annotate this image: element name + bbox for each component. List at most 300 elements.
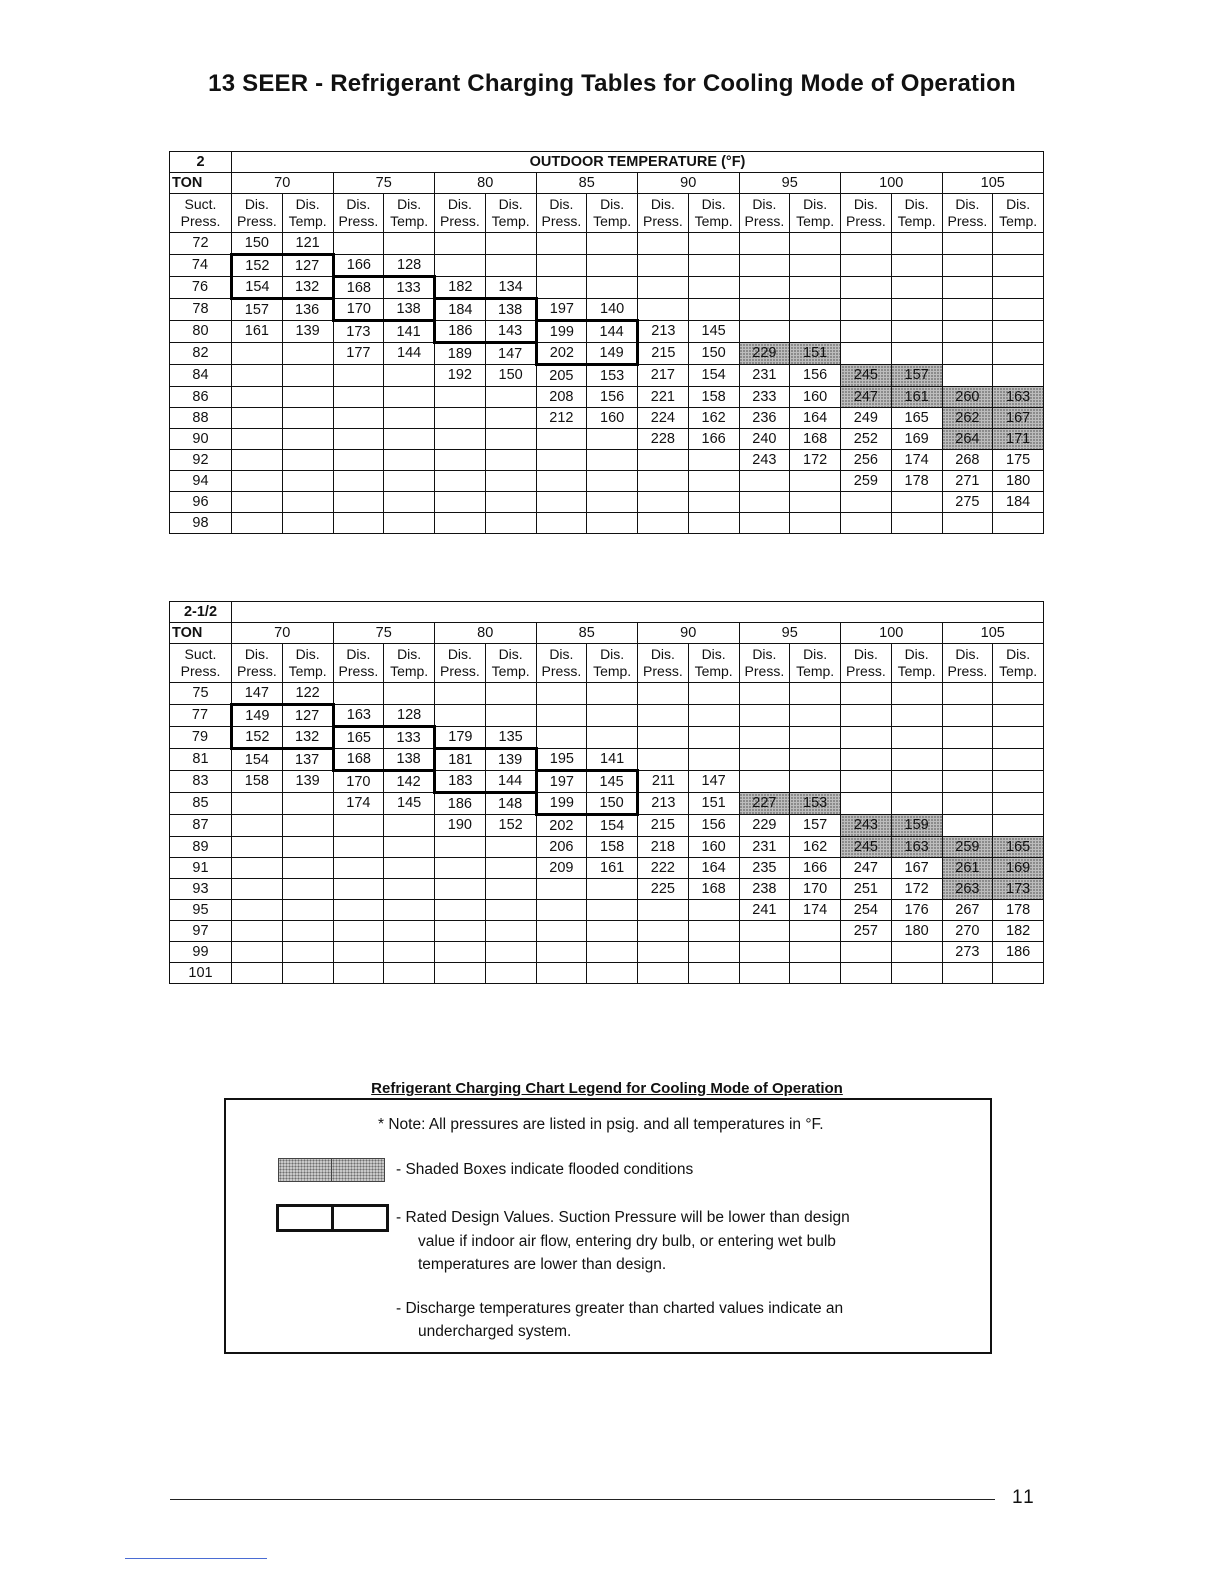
- discharge-pressure-cell: [739, 492, 790, 513]
- dis-label: Dis.: [397, 196, 422, 212]
- discharge-pressure-cell: [942, 705, 993, 727]
- temp-label: Temp.: [491, 663, 530, 679]
- discharge-pressure-cell: [435, 837, 486, 858]
- discharge-pressure-cell: 264: [942, 429, 993, 450]
- discharge-temp-cell: [688, 277, 739, 299]
- discharge-temp-cell: [485, 837, 536, 858]
- discharge-pressure-cell: [232, 837, 283, 858]
- discharge-pressure-cell: 228: [638, 429, 689, 450]
- discharge-temp-cell: 137: [282, 749, 333, 771]
- discharge-temp-header: [587, 194, 638, 233]
- discharge-temp-cell: [282, 429, 333, 450]
- discharge-temp-cell: 135: [485, 727, 536, 749]
- discharge-pressure-cell: [638, 963, 689, 984]
- dis-label: Dis.: [650, 646, 675, 662]
- discharge-temp-cell: 172: [891, 879, 942, 900]
- table-row: [170, 429, 1044, 450]
- discharge-pressure-cell: 209: [536, 858, 587, 879]
- suction-pressure-cell: 97: [170, 921, 232, 942]
- discharge-temp-cell: [790, 233, 841, 255]
- outdoor-temp-column-header: 105: [942, 623, 1044, 644]
- discharge-temp-cell: [688, 683, 739, 705]
- legend-discharge-line-1: - Discharge temperatures greater than charted values indicate an: [396, 1300, 844, 1317]
- discharge-pressure-cell: [942, 513, 993, 534]
- discharge-pressure-cell: 245: [841, 365, 892, 387]
- suction-pressure-cell: 80: [170, 321, 232, 343]
- discharge-pressure-cell: [841, 683, 892, 705]
- discharge-temp-cell: [587, 450, 638, 471]
- discharge-pressure-cell: [435, 233, 486, 255]
- discharge-temp-cell: 162: [790, 837, 841, 858]
- discharge-temp-cell: [282, 900, 333, 921]
- discharge-pressure-cell: [841, 727, 892, 749]
- discharge-pressure-cell: 195: [536, 749, 587, 771]
- table-row: [170, 255, 1044, 277]
- suction-pressure-cell: 78: [170, 299, 232, 321]
- discharge-pressure-cell: [841, 321, 892, 343]
- suction-pressure-cell: 101: [170, 963, 232, 984]
- dis-label: Dis.: [803, 646, 828, 662]
- discharge-temp-header: [891, 194, 942, 233]
- discharge-pressure-cell: [638, 900, 689, 921]
- discharge-temp-cell: [688, 963, 739, 984]
- ton-label: TON: [170, 173, 232, 194]
- discharge-pressure-cell: [232, 900, 283, 921]
- discharge-temp-cell: 167: [891, 858, 942, 879]
- discharge-pressure-cell: 157: [232, 299, 283, 321]
- discharge-pressure-cell: [638, 683, 689, 705]
- suction-pressure-header: [170, 644, 232, 683]
- discharge-temp-cell: 140: [587, 299, 638, 321]
- table-row: [170, 513, 1044, 534]
- dis-label: Dis.: [853, 196, 878, 212]
- discharge-temp-header: [790, 644, 841, 683]
- table-row: [170, 858, 1044, 879]
- discharge-temp-header: [485, 194, 536, 233]
- discharge-temp-cell: [282, 921, 333, 942]
- legend-shaded-text: - Shaded Boxes indicate flooded conditions: [396, 1161, 694, 1178]
- discharge-temp-cell: [485, 705, 536, 727]
- discharge-pressure-cell: 173: [333, 321, 384, 343]
- suction-pressure-cell: 93: [170, 879, 232, 900]
- discharge-temp-cell: 132: [282, 277, 333, 299]
- table-row: [170, 942, 1044, 963]
- discharge-temp-header: [384, 194, 435, 233]
- discharge-temp-cell: [688, 727, 739, 749]
- outdoor-temp-column-header: 80: [435, 623, 537, 644]
- discharge-pressure-cell: 211: [638, 771, 689, 793]
- discharge-temp-cell: [790, 963, 841, 984]
- legend-note: * Note: All pressures are listed in psig. and all temperatures in °F.: [378, 1116, 824, 1133]
- dis-label: Dis.: [955, 196, 980, 212]
- discharge-pressure-cell: [536, 683, 587, 705]
- press-label: Press.: [846, 663, 886, 679]
- suction-pressure-cell: 91: [170, 858, 232, 879]
- discharge-pressure-cell: [536, 429, 587, 450]
- discharge-pressure-cell: 174: [333, 793, 384, 815]
- discharge-pressure-cell: [536, 900, 587, 921]
- discharge-temp-cell: [790, 321, 841, 343]
- discharge-pressure-cell: 197: [536, 299, 587, 321]
- discharge-pressure-cell: [333, 837, 384, 858]
- discharge-pressure-cell: 247: [841, 858, 892, 879]
- press-label: Press.: [338, 663, 379, 679]
- discharge-pressure-cell: 245: [841, 837, 892, 858]
- discharge-temp-cell: [282, 879, 333, 900]
- table-row: [170, 771, 1044, 793]
- discharge-temp-cell: 128: [384, 255, 435, 277]
- discharge-temp-header: [282, 644, 333, 683]
- discharge-temp-cell: [790, 513, 841, 534]
- discharge-temp-cell: [688, 749, 739, 771]
- discharge-temp-cell: 172: [790, 450, 841, 471]
- outdoor-temp-column-header: 105: [942, 173, 1044, 194]
- discharge-temp-cell: 175: [993, 450, 1044, 471]
- discharge-pressure-cell: [638, 471, 689, 492]
- discharge-pressure-cell: 259: [942, 837, 993, 858]
- discharge-temp-cell: [485, 858, 536, 879]
- discharge-temp-cell: 150: [587, 793, 638, 815]
- press-label: Press.: [947, 213, 988, 229]
- discharge-pressure-cell: 275: [942, 492, 993, 513]
- table-row: [170, 705, 1044, 727]
- discharge-temp-cell: [485, 450, 536, 471]
- discharge-pressure-cell: [638, 513, 689, 534]
- dis-label: Dis.: [346, 196, 371, 212]
- discharge-pressure-cell: 235: [739, 858, 790, 879]
- press-label: Press.: [643, 213, 683, 229]
- discharge-temp-cell: 159: [891, 815, 942, 837]
- discharge-temp-cell: 157: [891, 365, 942, 387]
- discharge-pressure-cell: 240: [739, 429, 790, 450]
- outdoor-temp-column-header: 95: [739, 623, 841, 644]
- discharge-pressure-cell: [333, 429, 384, 450]
- discharge-pressure-cell: [841, 771, 892, 793]
- discharge-temp-cell: [384, 815, 435, 837]
- discharge-temp-cell: 164: [688, 858, 739, 879]
- press-label: Press.: [180, 663, 221, 679]
- discharge-pressure-header: [638, 644, 689, 683]
- discharge-temp-cell: [993, 513, 1044, 534]
- discharge-temp-cell: 163: [891, 837, 942, 858]
- discharge-pressure-cell: [942, 683, 993, 705]
- discharge-temp-cell: [282, 365, 333, 387]
- discharge-pressure-cell: [841, 492, 892, 513]
- discharge-pressure-header: [841, 194, 892, 233]
- dis-label: Dis.: [397, 646, 422, 662]
- discharge-pressure-cell: [536, 492, 587, 513]
- press-label: Press.: [237, 663, 277, 679]
- discharge-temp-cell: [282, 408, 333, 429]
- discharge-temp-cell: 169: [993, 858, 1044, 879]
- discharge-temp-cell: 171: [993, 429, 1044, 450]
- temp-label: Temp.: [390, 663, 429, 679]
- outdoor-temp-column-header: 80: [435, 173, 537, 194]
- discharge-temp-cell: 122: [282, 683, 333, 705]
- discharge-temp-cell: [891, 793, 942, 815]
- discharge-temp-cell: [891, 321, 942, 343]
- discharge-pressure-cell: [333, 942, 384, 963]
- dis-label: Dis.: [600, 646, 625, 662]
- discharge-temp-cell: [587, 900, 638, 921]
- discharge-pressure-cell: [942, 255, 993, 277]
- discharge-temp-cell: [485, 408, 536, 429]
- discharge-temp-cell: [587, 471, 638, 492]
- discharge-pressure-cell: [435, 255, 486, 277]
- discharge-pressure-cell: 152: [232, 255, 283, 277]
- suction-pressure-cell: 88: [170, 408, 232, 429]
- discharge-temp-cell: 161: [587, 858, 638, 879]
- table-row: [170, 837, 1044, 858]
- discharge-temp-header: [688, 194, 739, 233]
- discharge-pressure-cell: [942, 771, 993, 793]
- discharge-temp-cell: [688, 942, 739, 963]
- discharge-temp-cell: [282, 471, 333, 492]
- discharge-pressure-cell: [841, 299, 892, 321]
- discharge-temp-cell: 157: [790, 815, 841, 837]
- discharge-temp-cell: [485, 255, 536, 277]
- discharge-pressure-cell: 222: [638, 858, 689, 879]
- discharge-pressure-cell: [232, 408, 283, 429]
- table-row: [170, 879, 1044, 900]
- legend-title: Refrigerant Charging Chart Legend for Cooling Mode of Operation: [371, 1080, 843, 1097]
- suction-pressure-cell: 90: [170, 429, 232, 450]
- discharge-pressure-cell: [333, 815, 384, 837]
- discharge-pressure-cell: 202: [536, 343, 587, 365]
- discharge-temp-cell: [891, 727, 942, 749]
- table-row: [170, 727, 1044, 749]
- discharge-temp-cell: [688, 255, 739, 277]
- table-row: [170, 233, 1044, 255]
- discharge-pressure-cell: 215: [638, 815, 689, 837]
- discharge-temp-cell: [993, 233, 1044, 255]
- legend-rated-line-2: value if indoor air flow, entering dry bulb, or entering wet bulb: [418, 1233, 836, 1250]
- discharge-temp-cell: [891, 705, 942, 727]
- discharge-temp-cell: 160: [587, 408, 638, 429]
- discharge-temp-cell: 127: [282, 705, 333, 727]
- discharge-temp-cell: [993, 771, 1044, 793]
- discharge-temp-cell: [587, 921, 638, 942]
- suct-label: Suct.: [184, 196, 217, 212]
- discharge-temp-cell: [993, 793, 1044, 815]
- discharge-temp-cell: 143: [485, 321, 536, 343]
- table-row: [170, 471, 1044, 492]
- discharge-temp-cell: [384, 513, 435, 534]
- dis-label: Dis.: [752, 196, 777, 212]
- table-row: [170, 343, 1044, 365]
- discharge-pressure-cell: [333, 858, 384, 879]
- discharge-temp-cell: [384, 837, 435, 858]
- discharge-pressure-cell: 213: [638, 321, 689, 343]
- discharge-pressure-cell: [333, 921, 384, 942]
- discharge-pressure-cell: 212: [536, 408, 587, 429]
- discharge-temp-cell: 145: [384, 793, 435, 815]
- dis-label: Dis.: [701, 646, 726, 662]
- discharge-temp-cell: 133: [384, 727, 435, 749]
- temp-label: Temp.: [796, 213, 835, 229]
- press-label: Press.: [180, 213, 221, 229]
- discharge-pressure-cell: [536, 450, 587, 471]
- discharge-pressure-cell: [841, 793, 892, 815]
- discharge-temp-cell: [384, 900, 435, 921]
- discharge-temp-cell: [384, 429, 435, 450]
- discharge-pressure-cell: [942, 299, 993, 321]
- press-label: Press.: [947, 663, 988, 679]
- discharge-temp-cell: [993, 705, 1044, 727]
- outdoor-temp-column-header: 90: [638, 173, 740, 194]
- suction-pressure-cell: 98: [170, 513, 232, 534]
- discharge-pressure-cell: 273: [942, 942, 993, 963]
- discharge-pressure-cell: 154: [232, 277, 283, 299]
- press-label: Press.: [440, 663, 480, 679]
- discharge-pressure-header: [638, 194, 689, 233]
- discharge-pressure-header: [536, 644, 587, 683]
- discharge-pressure-cell: 205: [536, 365, 587, 387]
- rated-swatch: [276, 1204, 389, 1232]
- discharge-pressure-cell: [536, 942, 587, 963]
- discharge-temp-cell: [688, 921, 739, 942]
- discharge-temp-cell: [993, 255, 1044, 277]
- discharge-pressure-cell: 192: [435, 365, 486, 387]
- discharge-pressure-cell: [435, 429, 486, 450]
- discharge-temp-cell: [688, 492, 739, 513]
- discharge-temp-cell: [485, 429, 536, 450]
- discharge-temp-cell: 173: [993, 879, 1044, 900]
- discharge-pressure-cell: 154: [232, 749, 283, 771]
- discharge-temp-cell: [688, 900, 739, 921]
- discharge-temp-cell: [688, 513, 739, 534]
- discharge-temp-cell: 127: [282, 255, 333, 277]
- discharge-pressure-cell: 260: [942, 387, 993, 408]
- discharge-pressure-cell: 236: [739, 408, 790, 429]
- discharge-pressure-cell: 215: [638, 343, 689, 365]
- discharge-temp-cell: [993, 321, 1044, 343]
- discharge-temp-cell: 144: [485, 771, 536, 793]
- discharge-temp-cell: [790, 492, 841, 513]
- discharge-temp-cell: [384, 233, 435, 255]
- discharge-pressure-cell: 181: [435, 749, 486, 771]
- discharge-temp-cell: [790, 471, 841, 492]
- discharge-pressure-cell: [232, 471, 283, 492]
- discharge-temp-cell: [485, 513, 536, 534]
- dis-label: Dis.: [955, 646, 980, 662]
- discharge-temp-cell: 141: [587, 749, 638, 771]
- discharge-pressure-cell: [536, 471, 587, 492]
- discharge-temp-cell: [587, 727, 638, 749]
- discharge-pressure-cell: [841, 513, 892, 534]
- dis-label: Dis.: [498, 196, 523, 212]
- discharge-temp-cell: 178: [891, 471, 942, 492]
- discharge-temp-cell: [587, 942, 638, 963]
- discharge-temp-cell: [587, 429, 638, 450]
- discharge-temp-cell: 128: [384, 705, 435, 727]
- suction-pressure-cell: 92: [170, 450, 232, 471]
- discharge-pressure-cell: [638, 727, 689, 749]
- discharge-temp-cell: 153: [587, 365, 638, 387]
- discharge-temp-cell: [790, 277, 841, 299]
- discharge-pressure-cell: 208: [536, 387, 587, 408]
- discharge-pressure-cell: [942, 793, 993, 815]
- discharge-temp-cell: [790, 771, 841, 793]
- discharge-pressure-cell: [435, 900, 486, 921]
- suction-pressure-cell: 86: [170, 387, 232, 408]
- press-label: Press.: [643, 663, 683, 679]
- suction-pressure-cell: 72: [170, 233, 232, 255]
- discharge-pressure-cell: [435, 963, 486, 984]
- temp-label: Temp.: [897, 213, 936, 229]
- discharge-temp-cell: 178: [993, 900, 1044, 921]
- table-row: [170, 365, 1044, 387]
- discharge-temp-cell: 144: [384, 343, 435, 365]
- discharge-pressure-cell: [739, 233, 790, 255]
- discharge-temp-cell: [891, 492, 942, 513]
- discharge-pressure-header: [333, 644, 384, 683]
- discharge-pressure-cell: 152: [232, 727, 283, 749]
- discharge-pressure-cell: 168: [333, 749, 384, 771]
- discharge-temp-cell: [993, 277, 1044, 299]
- discharge-pressure-cell: 254: [841, 900, 892, 921]
- discharge-pressure-cell: 197: [536, 771, 587, 793]
- discharge-temp-cell: [384, 492, 435, 513]
- discharge-pressure-cell: [739, 683, 790, 705]
- discharge-pressure-cell: [435, 921, 486, 942]
- dis-label: Dis.: [650, 196, 675, 212]
- discharge-pressure-cell: [232, 492, 283, 513]
- dis-label: Dis.: [295, 196, 320, 212]
- discharge-temp-cell: 184: [993, 492, 1044, 513]
- discharge-temp-cell: 150: [485, 365, 536, 387]
- discharge-temp-cell: 147: [485, 343, 536, 365]
- outdoor-temperature-header: OUTDOOR TEMPERATURE (°F): [232, 152, 1044, 173]
- discharge-temp-cell: [384, 963, 435, 984]
- discharge-temp-cell: 138: [485, 299, 536, 321]
- table-row: [170, 683, 1044, 705]
- discharge-temp-cell: [891, 683, 942, 705]
- discharge-pressure-cell: [739, 277, 790, 299]
- discharge-temp-cell: 160: [688, 837, 739, 858]
- discharge-pressure-cell: [435, 858, 486, 879]
- discharge-pressure-cell: [435, 942, 486, 963]
- discharge-temp-cell: 162: [688, 408, 739, 429]
- discharge-temp-cell: 170: [790, 879, 841, 900]
- discharge-temp-cell: 145: [587, 771, 638, 793]
- discharge-temp-cell: [790, 749, 841, 771]
- discharge-pressure-header: [435, 194, 486, 233]
- discharge-pressure-cell: 241: [739, 900, 790, 921]
- discharge-pressure-cell: [536, 879, 587, 900]
- discharge-temp-cell: [282, 963, 333, 984]
- discharge-temp-cell: 168: [790, 429, 841, 450]
- discharge-temp-cell: [587, 963, 638, 984]
- discharge-pressure-cell: 268: [942, 450, 993, 471]
- discharge-pressure-cell: [638, 705, 689, 727]
- discharge-temp-cell: [891, 255, 942, 277]
- legend-discharge-line-2: undercharged system.: [418, 1323, 572, 1340]
- discharge-temp-cell: [282, 450, 333, 471]
- discharge-temp-cell: [282, 387, 333, 408]
- discharge-pressure-cell: [435, 683, 486, 705]
- temp-label: Temp.: [491, 213, 530, 229]
- discharge-pressure-cell: 233: [739, 387, 790, 408]
- discharge-pressure-cell: [739, 942, 790, 963]
- discharge-pressure-cell: [841, 277, 892, 299]
- discharge-temp-cell: [282, 815, 333, 837]
- bottom-link-underline: [125, 1558, 267, 1559]
- discharge-temp-cell: 154: [587, 815, 638, 837]
- discharge-pressure-cell: 199: [536, 793, 587, 815]
- discharge-temp-cell: [384, 450, 435, 471]
- discharge-temp-cell: 138: [384, 749, 435, 771]
